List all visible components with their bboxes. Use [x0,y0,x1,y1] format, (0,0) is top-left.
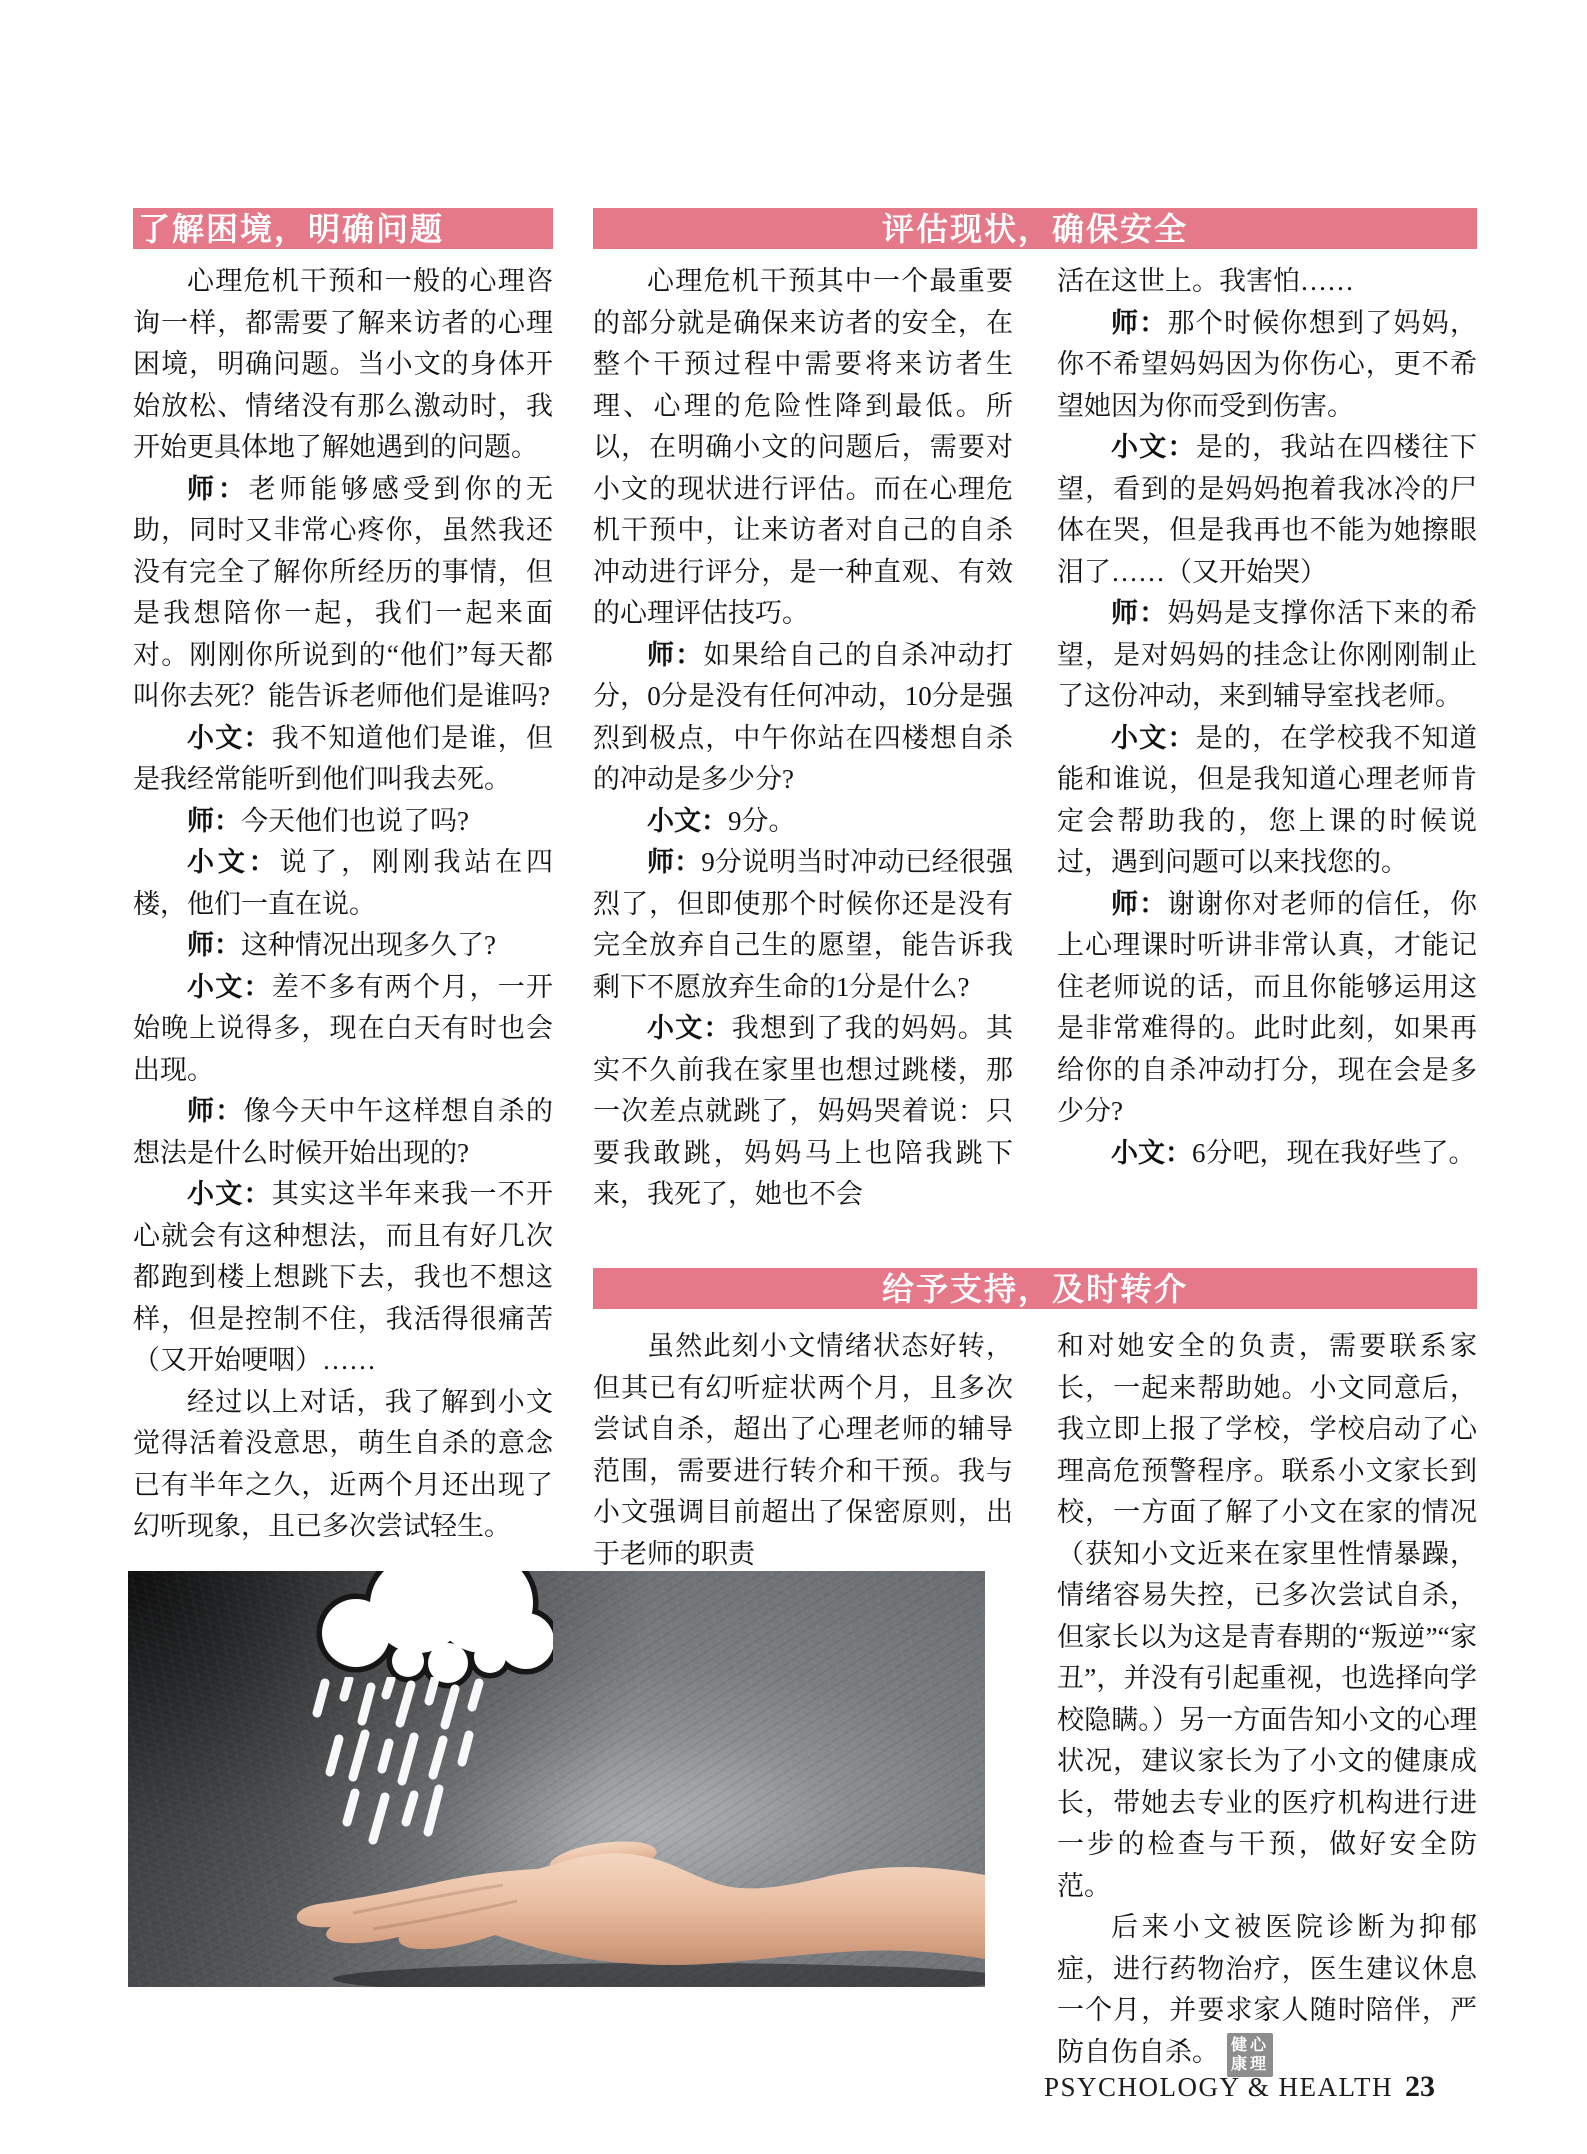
paragraph: 小文：是的，我站在四楼往下望，看到的是妈妈抱着我冰冷的尸体在哭，但是我再也不能为她擦眼泪了……（又开始哭） [1057,432,1477,587]
journal-name: PSYCHOLOGY & HEALTH [1043,2072,1393,2102]
speaker-label: 小文： [1111,432,1196,462]
paragraph: 小文：其实这半年来我一不开心就会有这种想法，而且有好几次都跑到楼上想跳下去，我也不想这样，但是控制不住，我活得很痛苦（又开始哽咽）…… [133,1179,553,1375]
speaker-label: 师： [647,847,702,877]
paragraph: 师：今天他们也说了吗? [187,805,469,836]
paragraph: 小文：9分。 [647,805,796,836]
paragraph: 师：这种情况出现多久了? [187,930,496,960]
paragraph: 师：那个时候你想到了妈妈，你不希望妈妈因为你伤心，更不希望她因为你而受到伤害。 [1057,307,1477,421]
paragraph: 小文：是的，在学校我不知道能和谁说，但是我知道心理老师肯定会帮助我的，您上课的时候说过，遇到问题可以来找您的。 [1057,722,1477,877]
speaker-label: 师： [647,639,704,670]
paragraph: 师：如果给自己的自杀冲动打分，0分是没有任何冲动，10分是强烈到极点，中午你站在四楼想自杀的冲动是多少分? [593,639,1013,794]
column-right-assess [1057,261,1477,1174]
paragraph: 小文：说了，刚刚我站在四楼，他们一直在说。 [133,847,554,919]
paragraph: 师：像今天中午这样想自杀的想法是什么时候开始出现的? [133,1096,553,1168]
paragraph: 活在这世上。我害怕…… [1057,266,1354,296]
speaker-label: 小文： [647,805,728,836]
speaker-label: 小文： [187,971,272,1002]
column-right-support [1057,1326,1477,2077]
column-middle-support [593,1326,1013,1575]
speaker-label: 小文： [187,1179,272,1209]
speaker-label: 师： [1111,307,1168,338]
rain-streaks-icon [293,1677,533,1847]
speaker-label: 师： [187,930,241,960]
section-header-understand: 了解困境，明确问题 [133,208,553,249]
rain-hand-photo [128,1571,985,1987]
speaker-label: 师： [187,473,249,504]
paragraph: 师：谢谢你对老师的信任，你上心理课时听讲非常认真，才能记住老师说的话，而且你能够运用这是非常难得的。此时此刻，如果再给你的自杀冲动打分，现在会是多少分? [1057,888,1477,1126]
paragraph: 小文：我想到了我的妈妈。其实不久前我在家里也想过跳楼，那一次差点就跳了，妈妈哭着说：只要我敢跳，妈妈马上也陪我跳下来，我死了，她也不会 [593,1013,1013,1209]
page-number: 23 [1405,2070,1435,2103]
speaker-label: 师： [187,805,241,836]
paragraph: 后来小文被医院诊断为抑郁症，进行药物治疗，医生建议休息一个月，并要求家人随时陪伴，严防自伤自杀。 健心 康理 [1057,1907,1477,2077]
paragraph: 小文：差不多有两个月，一开始晚上说得多，现在白天有时也会出现。 [133,971,553,1085]
speaker-label: 师： [187,1096,244,1126]
paragraph: 小文：6分吧，现在我好些了。 [1111,1137,1476,1168]
paragraph: 心理危机干预和一般的心理咨询一样，都需要了解来访者的心理困境，明确问题。当小文的身体开始放松、情绪没有那么激动时，我开始更具体地了解她遇到的问题。 [133,266,553,462]
speaker-label: 小文： [1111,722,1196,753]
paragraph: 经过以上对话，我了解到小文觉得活着没意思，萌生自杀的意念已有半年之久，近两个月还出现了幻听现象，且已多次尝试轻生。 [133,1386,553,1541]
paragraph: 师：9分说明当时冲动已经很强烈了，但即使那个时候你还是没有完全放弃自己生的愿望，能告诉我剩下不愿放弃生命的1分是什么? [593,847,1014,1002]
column-middle-assess [593,261,1013,1216]
section-header-assess: 评估现状，确保安全 [593,208,1477,249]
paragraph: 和对她安全的负责，需要联系家长，一起来帮助她。小文同意后，我立即上报了学校，学校启动了心理高危预警程序。联系小文家长到校，一方面了解了小文在家的情况（获知小文近来在家里性情暴躁，情绪容易失控，已多次尝试自杀，但家长以为这是青春期的“叛逆”“家丑”，并没有引起重视，也选择向学校隐瞒。）另一方面告知小文的心理状况，建议家长为了小文的健康成长，带她去专业的医疗机构进行进一步的检查与干预，做好安全防范。 [1057,1331,1477,1901]
paragraph: 师：老师能够感受到你的无助，同时又非常心疼你，虽然我还没有完全了解你所经历的事情，但是我想陪你一起，我们一起来面对。刚刚你所说到的“他们”每天都叫你去死？能告诉老师他们是谁吗? [133,473,554,711]
speaker-label: 小文： [1111,1137,1192,1168]
column-left-understand [133,261,553,1548]
speaker-label: 小文： [187,722,272,753]
open-hand-image [173,1827,985,1987]
magazine-end-stamp-icon: 健心 康理 [1227,2033,1273,2077]
speaker-label: 小文： [647,1013,732,1043]
page-footer [930,2070,1435,2104]
speaker-label: 师： [1111,888,1168,919]
speaker-label: 小文： [187,847,280,877]
paragraph: 心理危机干预其中一个最重要的部分就是确保来访者的安全，在整个干预过程中需要将来访者生理、心理的危险性降到最低。所以，在明确小文的问题后，需要对小文的现状进行评估。而在心理危机干预中，让来访者对自己的自杀冲动进行评分，是一种直观、有效的心理评估技巧。 [593,266,1013,628]
speaker-label: 师： [1111,598,1168,628]
section-header-support: 给予支持，及时转介 [593,1268,1477,1309]
paragraph: 师：妈妈是支撑你活下来的希望，是对妈妈的挂念让你刚刚制止了这份冲动，来到辅导室找老师。 [1057,598,1477,711]
paragraph: 小文：我不知道他们是谁，但是我经常能听到他们叫我去死。 [133,722,553,794]
paragraph: 虽然此刻小文情绪状态好转，但其已有幻听症状两个月，且多次尝试自杀，超出了心理老师的辅导范围，需要进行转介和干预。我与小文强调目前超出了保密原则，出于老师的职责 [593,1331,1013,1569]
